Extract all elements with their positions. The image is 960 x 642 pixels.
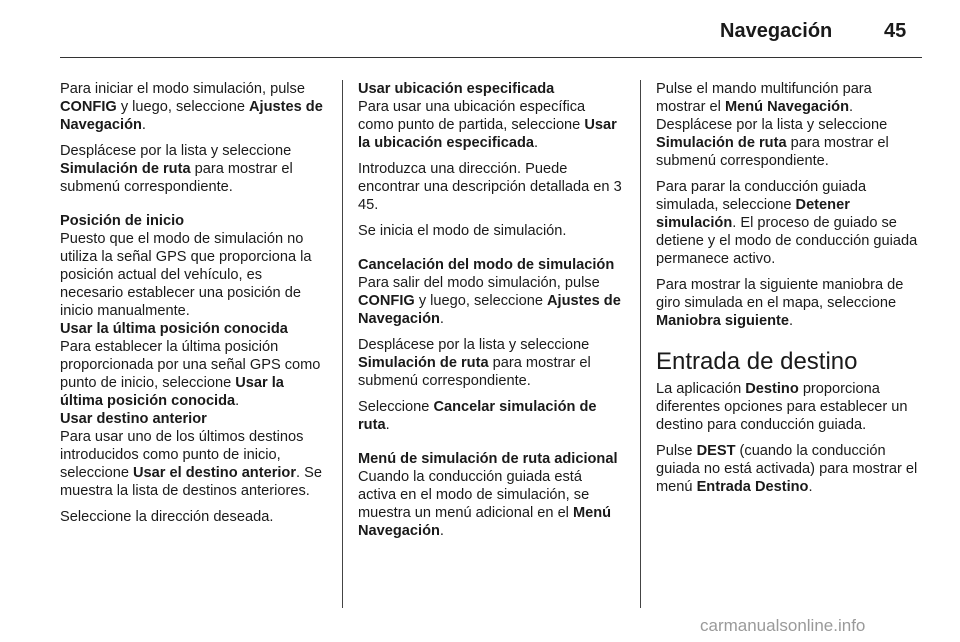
- page-title: Navegación: [720, 20, 833, 42]
- page-number: 45: [884, 20, 907, 42]
- paragraph: Para parar la conducción guiada simulada, seleccione Detener simulación. El proceso de guiado se detiene y el modo de conducción guiada permanece activo.: [656, 179, 918, 267]
- paragraph: Pulse DEST (cuando la conducción guiada no está activada) para mostrar el menú Entrada Destino.: [656, 443, 918, 495]
- subheading-menu-simulacion: Menú de simulación de ruta adicional: [358, 451, 618, 467]
- header-rule: [60, 57, 922, 58]
- paragraph: Seleccione la dirección deseada.: [60, 509, 274, 525]
- column-divider: [640, 80, 641, 608]
- paragraph: Para usar una ubicación específica como punto de partida, seleccione Usar la ubicación especificada.: [358, 99, 617, 151]
- paragraph: Seleccione Cancelar simulación de ruta.: [358, 399, 597, 433]
- page-header: [0, 0, 960, 56]
- paragraph: Cuando la conducción guiada está activa en el modo de simulación, se muestra un menú adicional en el Menú Navegación.: [358, 469, 612, 539]
- section-title: Entrada de destino: [656, 348, 858, 375]
- column-2: [358, 80, 624, 540]
- paragraph: Para usar uno de los últimos destinos introducidos como punto de inicio, seleccione Usar el destino anterior. Se muestra la lista de destinos anteriores.: [60, 429, 322, 499]
- column-1: [60, 80, 326, 526]
- subheading-ultima-posicion: Usar la última posición conocida: [60, 321, 288, 337]
- subheading-cancelacion: Cancelación del modo de simulación: [358, 257, 615, 273]
- paragraph: Se inicia el modo de simulación.: [358, 223, 567, 239]
- paragraph: Introduzca una dirección. Puede encontrar una descripción detallada en 3 45.: [358, 161, 622, 213]
- watermark: carmanualsonline.info: [700, 616, 866, 635]
- paragraph: Para establecer la última posición proporcionada por una señal GPS como punto de inicio, seleccione Usar la última posición conocida.: [60, 339, 321, 409]
- paragraph: Puesto que el modo de simulación no utiliza la señal GPS que proporciona la posición actual del vehículo, es necesario establecer una posición de inicio manualmente.: [60, 231, 312, 319]
- paragraph: Para salir del modo simulación, pulse CONFIG y luego, seleccione Ajustes de Navegación.: [358, 275, 621, 327]
- subheading-ubicacion-especificada: Usar ubicación especificada: [358, 81, 555, 97]
- paragraph: La aplicación Destino proporciona diferentes opciones para establecer un destino para conducción guiada.: [656, 381, 908, 433]
- subheading-posicion-inicio: Posición de inicio: [60, 213, 185, 229]
- paragraph: Para iniciar el modo simulación, pulse CONFIG y luego, seleccione Ajustes de Navegación.: [60, 81, 323, 133]
- paragraph: Pulse el mando multifunción para mostrar el Menú Navegación. Desplácese por la lista y seleccione Simulación de ruta para mostrar el submenú correspondiente.: [656, 81, 889, 169]
- paragraph: Desplácese por la lista y seleccione Simulación de ruta para mostrar el submenú correspondiente.: [358, 337, 591, 389]
- paragraph: Para mostrar la siguiente maniobra de giro simulada en el mapa, seleccione Maniobra siguiente.: [656, 277, 904, 329]
- subheading-destino-anterior: Usar destino anterior: [60, 411, 207, 427]
- column-3: [656, 80, 922, 496]
- column-divider: [342, 80, 343, 608]
- paragraph: Desplácese por la lista y seleccione Simulación de ruta para mostrar el submenú correspondiente.: [60, 143, 293, 195]
- page-reference-icon: 3: [613, 179, 622, 195]
